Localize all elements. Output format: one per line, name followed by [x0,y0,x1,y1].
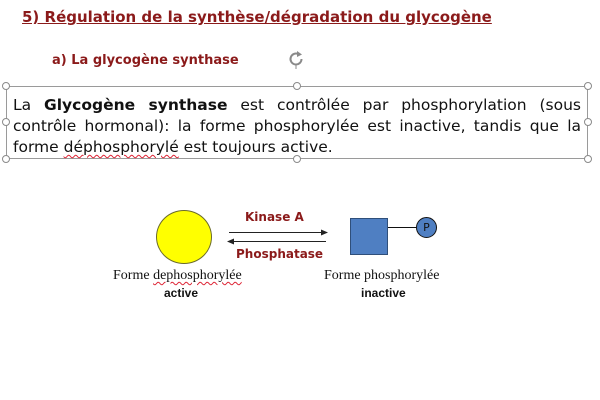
phosphorylated-form-shape [350,218,388,255]
phosphatase-label: Phosphatase [236,247,324,261]
kinase-label: Kinase A [245,210,304,224]
resize-handle-bottom-left[interactable] [2,155,10,163]
paragraph-text: est toujours active. [178,138,333,156]
spellcheck-word: dephosphorylée [153,268,242,283]
slide-heading: 5) Régulation de la synthèse/dégradation du glycogène [22,8,492,26]
phosphate-connector [388,227,416,228]
active-label: active [164,286,199,300]
reaction-arrows [225,228,330,248]
caption-prefix: Forme [113,268,154,283]
resize-handle-bottom-right[interactable] [584,155,592,163]
slide-subheading: a) La glycogène synthase [52,53,239,68]
phosphorylated-caption: Forme phosphorylée [324,268,440,283]
resize-handle-right[interactable] [584,118,592,126]
forward-arrowhead [321,230,328,236]
rotate-icon[interactable] [286,49,306,69]
dephosphorylated-caption [113,268,242,284]
paragraph-text: est contrôlée par phosphorylation (sous contrôle hormonal): la forme phosphorylée est inactive, tandis que la forme [13,96,581,156]
paragraph-text: La [13,96,45,114]
enzyme-name: Glycogène synthase [44,96,228,114]
dephosphorylated-form-shape [156,210,212,264]
spellcheck-word: déphosphorylé [63,138,179,156]
resize-handle-top-left[interactable] [2,82,10,90]
reverse-arrowhead [227,239,234,245]
resize-handle-left[interactable] [2,118,10,126]
resize-handle-top-right[interactable] [584,82,592,90]
resize-handle-top[interactable] [293,82,301,90]
text-box-paragraph[interactable] [13,95,581,158]
phosphate-group: P [416,217,437,238]
inactive-label: inactive [361,286,406,300]
